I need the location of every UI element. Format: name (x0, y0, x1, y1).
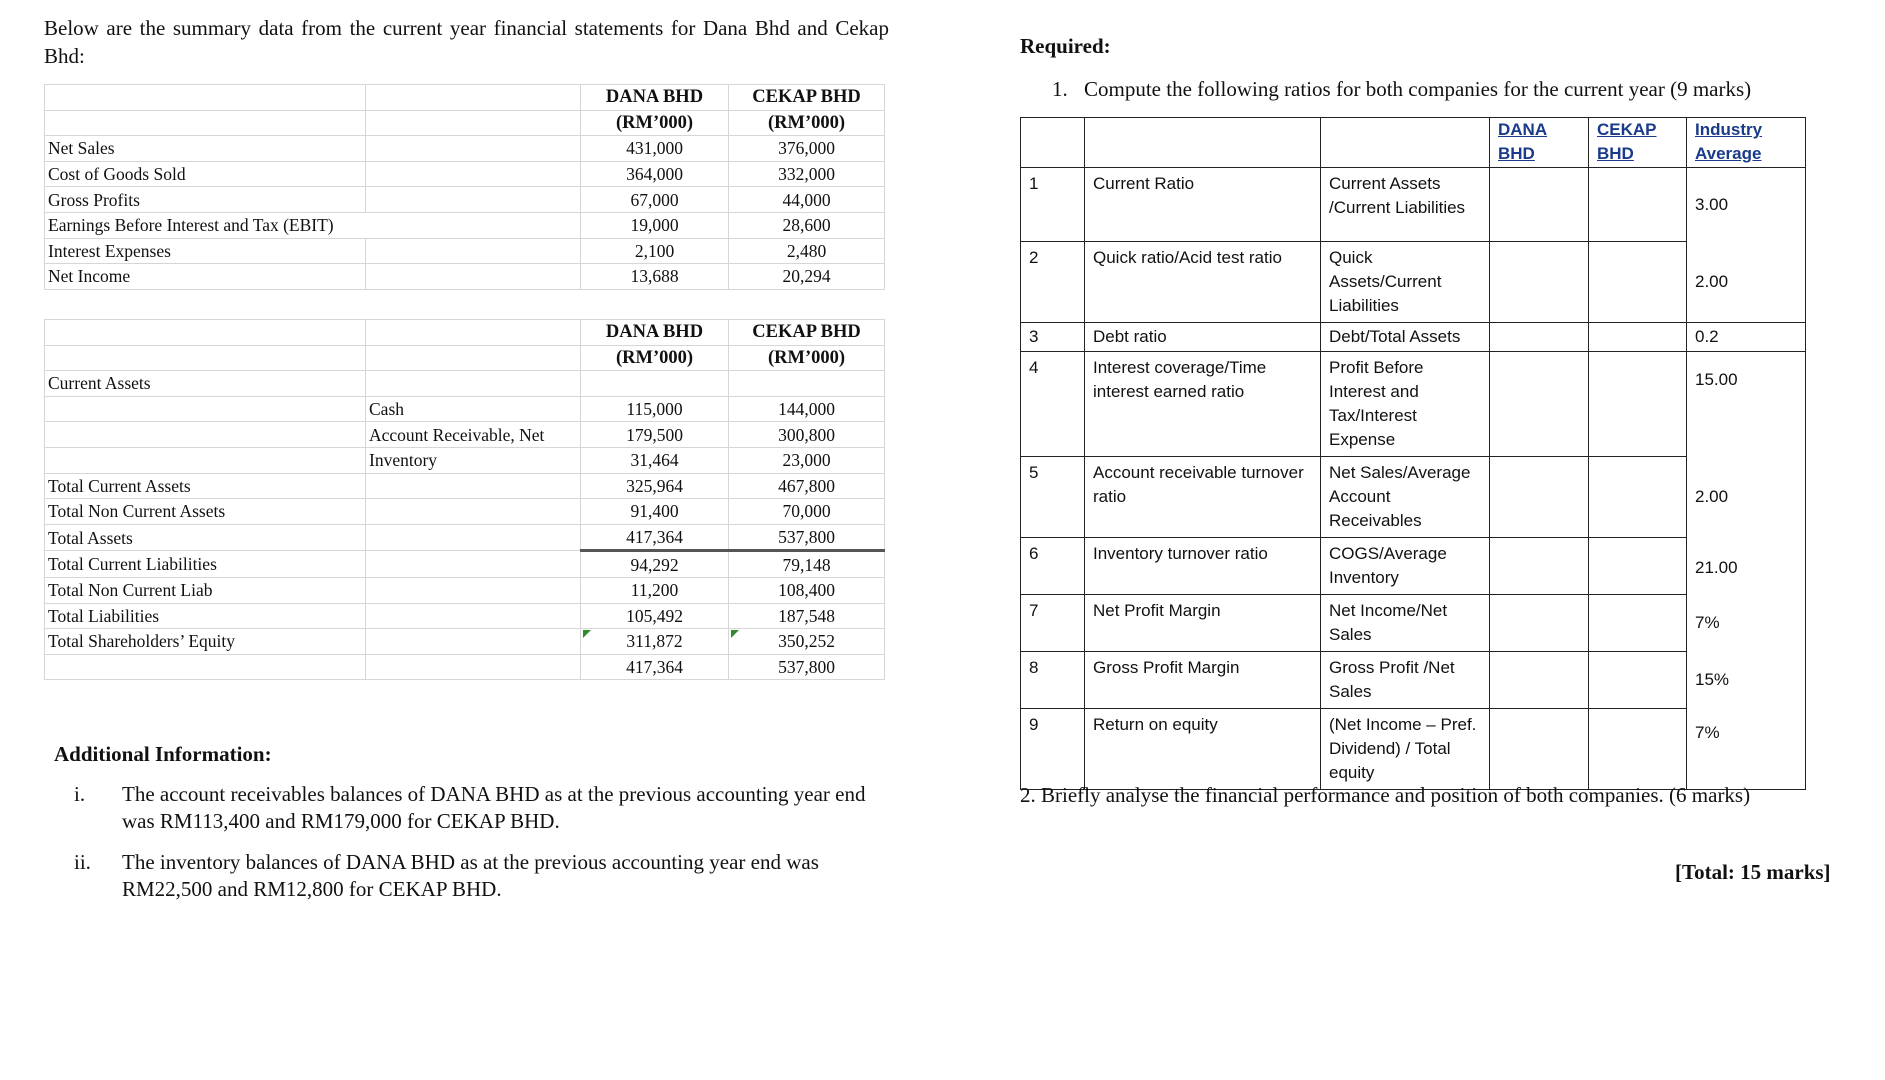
sub-row-label: Account Receivable, Net (366, 422, 581, 448)
dana-value: 115,000 (581, 396, 729, 422)
income-header-row-1 (45, 85, 885, 111)
ratio-number: 7 (1021, 595, 1085, 652)
section-row (45, 371, 885, 397)
ratio-number: 4 (1021, 352, 1085, 457)
ratio-name: Current Ratio (1085, 168, 1321, 242)
ratio-formula: Net Income/Net Sales (1321, 595, 1490, 652)
cekap-answer-cell[interactable] (1589, 709, 1687, 790)
ratio-formula: Debt/Total Assets (1321, 323, 1490, 352)
total-marks: [Total: 15 marks] (1675, 860, 1831, 884)
item-number: i. (74, 782, 86, 806)
cekap-value: 537,800 (729, 654, 885, 680)
table-row (1021, 323, 1806, 352)
dana-answer-cell[interactable] (1490, 652, 1589, 709)
ratio-number: 2 (1021, 242, 1085, 323)
table-row (1021, 652, 1806, 709)
additional-info-item (54, 781, 894, 835)
income-header-row-2 (45, 110, 885, 136)
cekap-value: 187,548 (729, 603, 885, 629)
industry-value: 3.00 (1687, 168, 1806, 242)
dana-unit: (RM’000) (581, 110, 729, 136)
row-label (45, 654, 366, 680)
balance-sheet-table (44, 319, 885, 680)
ratio-number: 8 (1021, 652, 1085, 709)
cekap-value: 144,000 (729, 396, 885, 422)
cekap-header: CEKAP BHD (729, 320, 885, 346)
dana-bhd-header: DANA BHD (1490, 118, 1589, 168)
dana-value: 11,200 (581, 577, 729, 603)
ratio-number: 3 (1021, 323, 1085, 352)
cekap-answer-cell[interactable] (1589, 652, 1687, 709)
dana-value: 417,364 (581, 524, 729, 551)
income-statement-table (44, 84, 885, 290)
dana-value: 105,492 (581, 603, 729, 629)
dana-value: 94,292 (581, 551, 729, 578)
row-label: Total Current Assets (45, 473, 366, 499)
ratio-name: Debt ratio (1085, 323, 1321, 352)
ratio-header-row (1021, 118, 1806, 168)
dana-value: 325,964 (581, 473, 729, 499)
cekap-answer-cell[interactable] (1589, 323, 1687, 352)
table-row (1021, 242, 1806, 323)
table-row (45, 238, 885, 264)
table-row (1021, 538, 1806, 595)
dana-value: 364,000 (581, 161, 729, 187)
industry-value: 7% (1687, 709, 1806, 790)
dana-answer-cell[interactable] (1490, 352, 1589, 457)
dana-unit: (RM’000) (581, 345, 729, 371)
table-row (45, 473, 885, 499)
cekap-answer-cell[interactable] (1589, 595, 1687, 652)
cekap-value: 79,148 (729, 551, 885, 578)
item-text: The account receivables balances of DANA BHD as at the previous accounting year end was RM113,400 and RM179,000 for CEKAP BHD. (122, 782, 866, 833)
industry-value: 2.00 (1687, 242, 1806, 323)
balance-header-row-2 (45, 345, 885, 371)
cekap-header: CEKAP BHD (729, 85, 885, 111)
industry-value: 15.00 (1687, 352, 1806, 457)
sub-row-label: Cash (366, 396, 581, 422)
table-row (1021, 352, 1806, 457)
dana-value: 67,000 (581, 187, 729, 213)
table-row (1021, 168, 1806, 242)
industry-average-header: Industry Average (1687, 118, 1806, 168)
row-label: Cost of Goods Sold (45, 161, 366, 187)
required-title: Required: (1020, 34, 1111, 58)
industry-value: 2.00 (1687, 457, 1806, 538)
ratio-number: 1 (1021, 168, 1085, 242)
cekap-value: 537,800 (729, 524, 885, 551)
cekap-value: 332,000 (729, 161, 885, 187)
dana-answer-cell[interactable] (1490, 538, 1589, 595)
row-label: Total Assets (45, 524, 366, 551)
table-row (1021, 709, 1806, 790)
cekap-unit: (RM’000) (729, 110, 885, 136)
sub-row-label: Inventory (366, 447, 581, 473)
table-row (45, 524, 885, 551)
row-label: Total Liabilities (45, 603, 366, 629)
table-row (45, 264, 885, 290)
item-number: ii. (74, 850, 91, 874)
ratio-name: Net Profit Margin (1085, 595, 1321, 652)
section-label: Current Assets (45, 371, 366, 397)
ratio-name: Interest coverage/Time interest earned ratio (1085, 352, 1321, 457)
table-row (45, 187, 885, 213)
table-row (45, 577, 885, 603)
dana-answer-cell[interactable] (1490, 323, 1589, 352)
table-row (45, 212, 885, 238)
industry-value: 21.00 (1687, 538, 1806, 595)
row-label: Net Sales (45, 136, 366, 162)
row-label: Total Non Current Liab (45, 577, 366, 603)
ratio-formula: Profit Before Interest and Tax/Interest Expense (1321, 352, 1490, 457)
cekap-answer-cell[interactable] (1589, 352, 1687, 457)
cekap-value: 467,800 (729, 473, 885, 499)
cekap-value: 20,294 (729, 264, 885, 290)
question-1-text: Compute the following ratios for both companies for the current year (9 marks) (1084, 77, 1752, 101)
row-label: Gross Profits (45, 187, 366, 213)
industry-value: 15% (1687, 652, 1806, 709)
ratio-name: Quick ratio/Acid test ratio (1085, 242, 1321, 323)
ratio-formula: Quick Assets/Current Liabilities (1321, 242, 1490, 323)
cekap-bhd-header: CEKAP BHD (1589, 118, 1687, 168)
cekap-value: 23,000 (729, 447, 885, 473)
cekap-answer-cell[interactable] (1589, 538, 1687, 595)
table-row (45, 629, 885, 655)
ratio-name: Account receivable turnover ratio (1085, 457, 1321, 538)
dana-answer-cell[interactable] (1490, 595, 1589, 652)
ratio-formula: Gross Profit /Net Sales (1321, 652, 1490, 709)
table-row (45, 136, 885, 162)
cekap-answer-cell[interactable] (1589, 242, 1687, 323)
additional-information (54, 742, 894, 917)
ratio-formula: Net Sales/Average Account Receivables (1321, 457, 1490, 538)
table-row (1021, 457, 1806, 538)
table-row (45, 161, 885, 187)
cekap-unit: (RM’000) (729, 345, 885, 371)
dana-value: 91,400 (581, 499, 729, 525)
table-row (45, 499, 885, 525)
ratio-number: 5 (1021, 457, 1085, 538)
dana-value: 179,500 (581, 422, 729, 448)
table-row (45, 654, 885, 680)
ratio-name: Inventory turnover ratio (1085, 538, 1321, 595)
dana-answer-cell[interactable] (1490, 242, 1589, 323)
ratio-number: 6 (1021, 538, 1085, 595)
cekap-value: 300,800 (729, 422, 885, 448)
row-label: Interest Expenses (45, 238, 366, 264)
cekap-answer-cell[interactable] (1589, 168, 1687, 242)
table-row (45, 422, 885, 448)
intro-paragraph: Below are the summary data from the current year financial statements for Dana Bhd and Cekap Bhd: (44, 16, 889, 68)
dana-answer-cell[interactable] (1490, 709, 1589, 790)
additional-info-item (54, 849, 894, 903)
question-1 (1052, 77, 1751, 102)
dana-value: 19,000 (581, 212, 729, 238)
dana-value: 311,872 (581, 629, 729, 655)
cekap-value: 2,480 (729, 238, 885, 264)
question-2: 2. Briefly analyse the financial performance and position of both companies. (6 marks) (1020, 783, 1751, 807)
cekap-value: 350,252 (729, 629, 885, 655)
cekap-value: 70,000 (729, 499, 885, 525)
cekap-value: 28,600 (729, 212, 885, 238)
industry-value: 0.2 (1687, 323, 1806, 352)
cekap-value: 108,400 (729, 577, 885, 603)
table-row (45, 396, 885, 422)
row-label: Earnings Before Interest and Tax (EBIT) (45, 212, 581, 238)
cekap-value: 44,000 (729, 187, 885, 213)
dana-value: 417,364 (581, 654, 729, 680)
additional-info-title: Additional Information: (54, 742, 272, 766)
balance-header-row-1 (45, 320, 885, 346)
table-row (1021, 595, 1806, 652)
ratio-formula: COGS/Average Inventory (1321, 538, 1490, 595)
dana-value: 2,100 (581, 238, 729, 264)
ratio-formula: Current Assets /Current Liabilities (1321, 168, 1490, 242)
item-text: The inventory balances of DANA BHD as at the previous accounting year end was RM22,500 and RM12,800 for CEKAP BHD. (122, 850, 819, 901)
ratio-name: Return on equity (1085, 709, 1321, 790)
ratio-table (1020, 117, 1806, 790)
ratio-name: Gross Profit Margin (1085, 652, 1321, 709)
row-label: Total Current Liabilities (45, 551, 366, 578)
dana-value: 31,464 (581, 447, 729, 473)
industry-value: 7% (1687, 595, 1806, 652)
dana-value: 13,688 (581, 264, 729, 290)
ratio-formula: (Net Income – Pref. Dividend) / Total equity (1321, 709, 1490, 790)
table-row (45, 447, 885, 473)
cekap-answer-cell[interactable] (1589, 457, 1687, 538)
dana-answer-cell[interactable] (1490, 457, 1589, 538)
question-1-number: 1. (1052, 77, 1068, 101)
ratio-number: 9 (1021, 709, 1085, 790)
row-label: Total Shareholders’ Equity (45, 629, 366, 655)
dana-header: DANA BHD (581, 320, 729, 346)
cekap-value: 376,000 (729, 136, 885, 162)
dana-header: DANA BHD (581, 85, 729, 111)
table-row (45, 551, 885, 578)
dana-answer-cell[interactable] (1490, 168, 1589, 242)
table-row (45, 603, 885, 629)
row-label: Total Non Current Assets (45, 499, 366, 525)
row-label: Net Income (45, 264, 366, 290)
dana-value: 431,000 (581, 136, 729, 162)
